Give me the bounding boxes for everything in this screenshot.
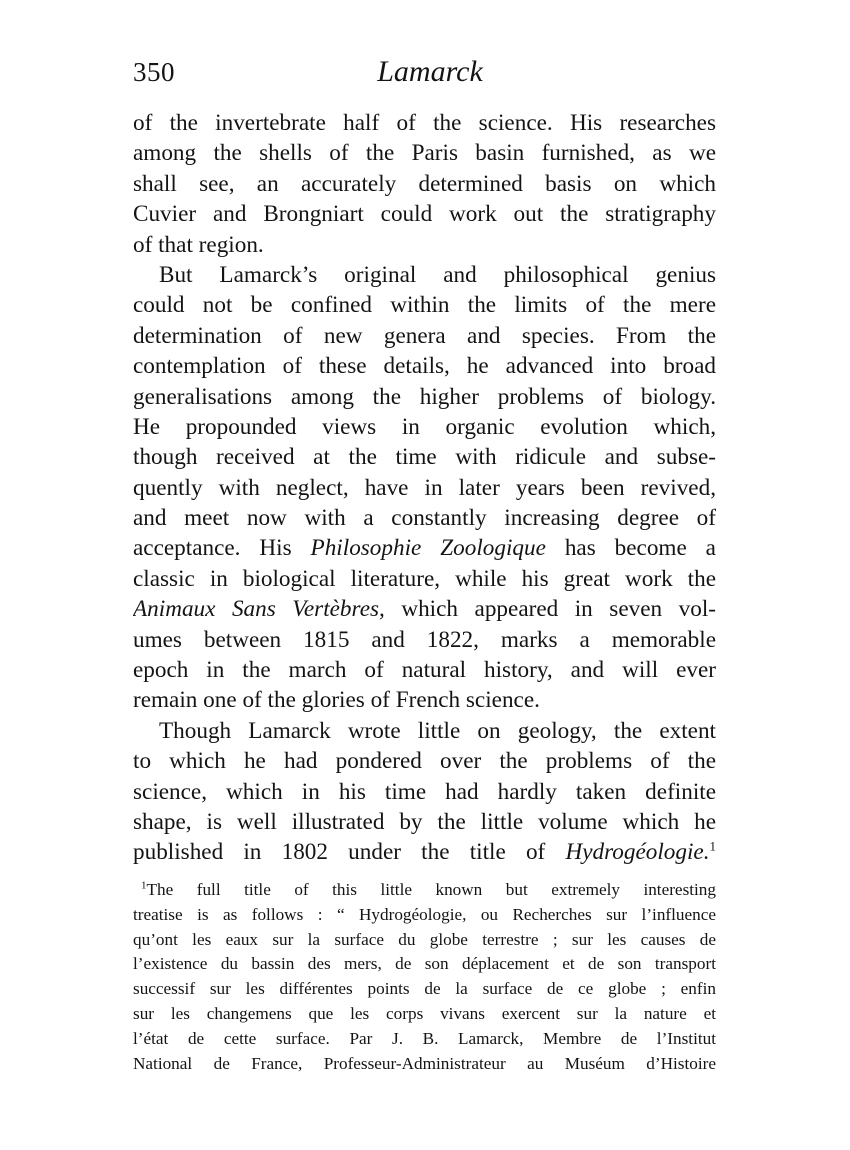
text-line: umes between 1815 and 1822, marks a memorable — [133, 626, 716, 653]
text-line — [133, 837, 716, 867]
footnote-line: sur les changemens que les corps vivans exercent sur la nature et — [133, 1003, 716, 1023]
text-line: shape, is well illustrated by the little volume which he — [133, 808, 716, 835]
text-line: But Lamarck’s original and philosophical genius — [159, 261, 716, 288]
text-line: classic in biological literature, while his great work the — [133, 565, 716, 592]
text-run: acceptance. His — [133, 535, 311, 562]
text-line: Though Lamarck wrote little on geology, the extent — [159, 717, 716, 744]
running-head: Lamarck — [377, 55, 483, 88]
book-title-philosophie-zoologique: Philosophie Zoologique — [310, 535, 546, 562]
footnote-line: National de France, Professeur-Administrateur au Muséum d’Histoire — [133, 1053, 716, 1073]
text-line — [133, 594, 716, 624]
text-line: to which he had pondered over the problems of the — [133, 748, 716, 775]
text-run: which appeared in seven vol- — [384, 596, 716, 623]
text-line: generalisations among the higher problems of biology. — [133, 383, 716, 410]
text-line: determination of new genera and species. From the — [133, 322, 716, 349]
text-line: among the shells of the Paris basin furnished, as we — [133, 140, 716, 167]
text-line: quently with neglect, have in later years been revived, — [133, 474, 716, 501]
footnote-line: treatise is as follows : “ Hydrogéologie, ou Recherches sur l’influence — [133, 904, 716, 924]
footnote-line: l’existence du bassin des mers, de son déplacement et de son transport — [133, 954, 716, 974]
text-run: has become a — [545, 535, 716, 562]
text-line: He propounded views in organic evolution which, — [133, 413, 716, 440]
footnote-line: l’état de cette surface. Par J. B. Lamarck, Membre de l’Institut — [133, 1028, 716, 1048]
book-title-hydrogeologie: Hydrogéologie. — [565, 839, 710, 866]
page-number: 350 — [133, 57, 175, 87]
footnote-reference: 1 — [709, 838, 716, 854]
text-line: contemplation of these details, he advanced into broad — [133, 353, 716, 380]
text-line: could not be confined within the limits of the mere — [133, 292, 716, 319]
text-run: The full title of this little known but extremely interesting — [146, 880, 716, 899]
text-line: Cuvier and Brongniart could work out the stratigraphy — [133, 201, 716, 228]
footnote-line: successif sur les différentes points de la surface de ce globe ; enfin — [133, 979, 716, 999]
footnote-line — [133, 878, 716, 903]
footnote — [133, 878, 716, 1076]
text-line — [133, 533, 716, 563]
body-text — [133, 108, 716, 868]
footnote-marker: 1 — [141, 879, 147, 892]
text-line: of that region. — [133, 231, 264, 258]
text-line: shall see, an accurately determined basis on which — [133, 170, 716, 197]
footnote-line: qu’ont les eaux sur la surface du globe terrestre ; sur les causes de — [133, 929, 716, 949]
text-run: published in 1802 under the title of — [133, 839, 566, 866]
text-line: science, which in his time had hardly taken definite — [133, 778, 716, 805]
text-line: epoch in the march of natural history, and will ever — [133, 657, 716, 684]
text-line: of the invertebrate half of the science. His researches — [133, 110, 716, 136]
book-title-animaux-sans-vertebres: Animaux Sans Vertèbres, — [133, 596, 385, 623]
text-line: remain one of the glories of French science. — [133, 687, 540, 714]
text-line: and meet now with a constantly increasing degree of — [133, 505, 716, 532]
text-line: though received at the time with ridicule and subse- — [133, 444, 716, 471]
